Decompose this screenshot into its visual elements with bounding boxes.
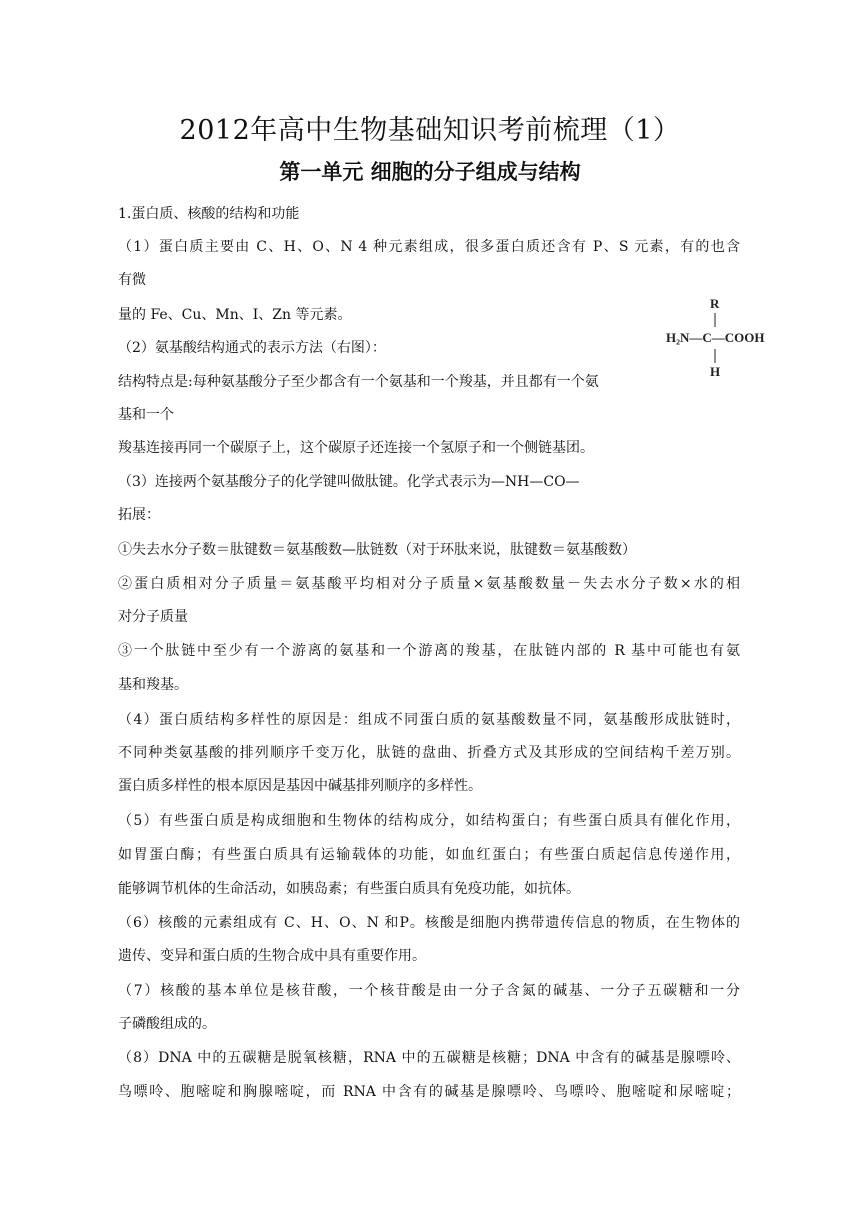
- text-line: （7）核酸的基本单位是核苷酸，一个核苷酸是由一分子含氮的碱基、一分子五碳糖和一分: [118, 983, 740, 999]
- text-line: ③一个肽链中至少有一个游离的氨基和一个游离的羧基，在肽链内部的 R 基中可能也有氨: [118, 643, 740, 659]
- formula-r-group: R: [710, 296, 720, 311]
- formula-hydrogen: H: [710, 364, 721, 379]
- text-line: 基和一个: [118, 407, 174, 423]
- page-title: 2012年高中生物基础知识考前梳理（1）: [179, 115, 681, 146]
- text-line: 拓展：: [118, 507, 160, 523]
- text-line: （5）有些蛋白质是构成细胞和生物体的结构成分，如结构蛋白；有些蛋白质具有催化作用，: [118, 813, 740, 829]
- text-line: ①失去水分子数＝肽键数＝氨基酸数—肽链数（对于环肽来说，肽键数＝氨基酸数）: [118, 542, 636, 558]
- text-line: （3）连接两个氨基酸分子的化学键叫做肽键。化学式表示为—NH—CO—: [118, 474, 580, 490]
- text-line: 羧基连接再同一个碳原子上，这个碳原子还连接一个氢原子和一个侧链基团。: [118, 440, 594, 456]
- text-line: ②蛋白质相对分子质量＝氨基酸平均相对分子质量×氨基酸数量－失去水分子数×水的相: [118, 576, 740, 592]
- text-line: 量的 Fe、Cu、Mn、I、Zn 等元素。: [118, 307, 352, 323]
- text-line: 遗传、变异和蛋白质的生物合成中具有重要作用。: [118, 948, 426, 964]
- text-line: 有微: [118, 272, 146, 288]
- text-line: （4）蛋白质结构多样性的原因是：组成不同蛋白质的氨基酸数量不同，氨基酸形成肽链时，: [118, 712, 740, 728]
- text-line: 能够调节机体的生命活动，如胰岛素；有些蛋白质具有免疫功能，如抗体。: [118, 881, 580, 897]
- text-line: （8）DNA 中的五碳糖是脱氧核糖，RNA 中的五碳糖是核糖；DNA 中含有的碱基是腺嘌呤、: [118, 1050, 740, 1066]
- text-line: 蛋白质多样性的根本原因是基因中碱基排列顺序的多样性。: [118, 778, 482, 794]
- text-line: （1）蛋白质主要由 C、H、O、N 4 种元素组成，很多蛋白质还含有 P、S 元素，有的也含: [118, 239, 740, 255]
- text-line: 对分子质量: [118, 609, 188, 625]
- text-line: 如胃蛋白酶；有些蛋白质具有运输载体的功能，如血红蛋白；有些蛋白质起信息传递作用，: [118, 847, 740, 863]
- text-line: 基和羧基。: [118, 677, 188, 693]
- text-line: 结构特点是:每种氨基酸分子至少都含有一个氨基和一个羧基，并且都有一个氨: [118, 374, 599, 390]
- text-line: （2）氨基酸结构通式的表示方法（右图）：: [118, 340, 386, 356]
- formula-main-chain: H₂N—C—COOH: [666, 330, 765, 345]
- text-line: （6）核酸的元素组成有 C、H、O、N 和P。核酸是细胞内携带遗传信息的物质，在生物体的: [118, 915, 740, 931]
- text-line: 1.蛋白质、核酸的结构和功能: [118, 206, 300, 222]
- text-line: 子磷酸组成的。: [118, 1016, 216, 1032]
- text-line: 不同种类氨基酸的排列顺序千变万化，肽链的盘曲、折叠方式及其形成的空间结构千差万别。: [118, 745, 740, 761]
- unit-heading: 第一单元 细胞的分子组成与结构: [279, 160, 581, 184]
- text-line: 鸟嘌呤、胞嘧啶和胸腺嘧啶，而 RNA 中含有的碱基是腺嘌呤、鸟嘌呤、胞嘧啶和尿嘧啶；: [118, 1084, 740, 1100]
- amino-acid-formula: [660, 294, 790, 382]
